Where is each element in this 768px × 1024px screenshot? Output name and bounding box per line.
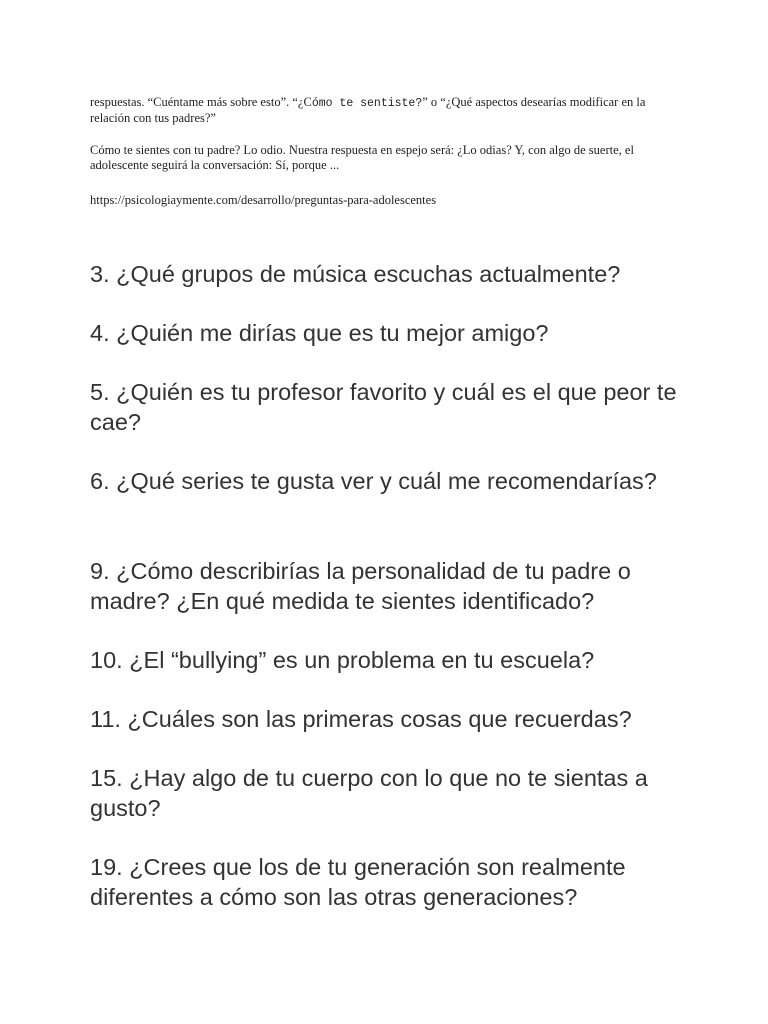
question-4: 4. ¿Quién me dirías que es tu mejor amigo? — [90, 320, 549, 346]
question-6: 6. ¿Qué series te gusta ver y cuál me recomendarías? — [90, 468, 657, 494]
intro-text-start: respuestas. “Cuéntame más sobre esto”. “¿C — [90, 95, 312, 109]
question-5: 5. ¿Quién es tu profesor favorito y cuál es el que peor te cae? — [90, 379, 677, 435]
question-11: 11. ¿Cuáles son las primeras cosas que recuerdas? — [90, 706, 632, 732]
intro-mono-quote: ómo te sentiste? — [311, 97, 423, 110]
question-19: 19. ¿Crees que los de tu generación son realmente diferentes a cómo son las otras generaciones? — [90, 854, 626, 910]
question-15: 15. ¿Hay algo de tu cuerpo con lo que no te sientas a gusto? — [90, 765, 648, 821]
question-3: 3. ¿Qué grupos de música escuchas actualmente? — [90, 261, 621, 287]
example-paragraph: Cómo te sientes con tu padre? Lo odio. Nuestra respuesta en espejo será: ¿Lo odias? Y, con algo de suerte, el adolescente seguirá la conversación: Sí, porque ... — [90, 143, 634, 172]
question-10: 10. ¿El “bullying” es un problema en tu escuela? — [90, 647, 595, 673]
source-url: https://psicologiaymente.com/desarrollo/preguntas-para-adolescentes — [90, 193, 437, 207]
question-9: 9. ¿Cómo describirías la personalidad de tu padre o madre? ¿En qué medida te sientes identificado? — [90, 558, 631, 614]
intro-text-end: ” o “¿Qué aspectos desearías modificar en la relación con tus padres?” — [90, 95, 646, 125]
intro-paragraph — [90, 95, 680, 126]
